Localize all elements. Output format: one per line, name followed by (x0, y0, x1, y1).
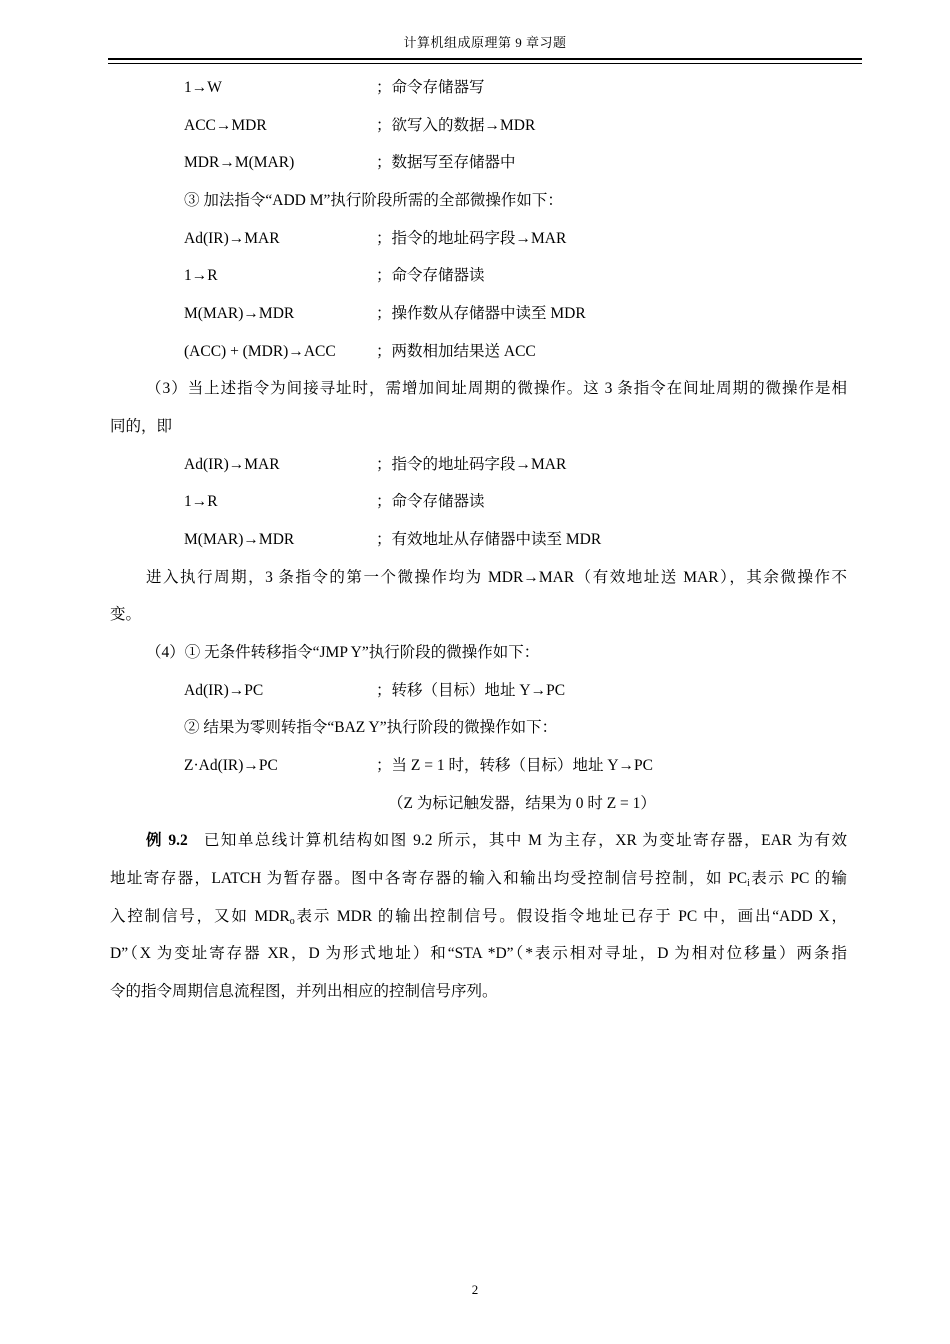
jmp-heading: （4）① 无条件转移指令“JMP Y”执行阶段的微操作如下： (146, 644, 540, 661)
example-label: 例 9.2 (146, 832, 188, 849)
micro-op-comment: ；操作数从存储器中读至 MDR (376, 305, 586, 322)
paragraph-3-line-1: （3）当上述指令为间接寻址时，需增加间址周期的微操作。这 3 条指令在间址周期的微操作是相 (146, 380, 847, 397)
micro-op-comment: ；命令存储器读 (376, 267, 485, 284)
example-text: 地址寄存器，LATCH 为暂存器。图中各寄存器的输入和输出均受控制信号控制，如 PC (110, 870, 748, 887)
micro-op-comment: ；两数相加结果送 ACC (376, 343, 536, 360)
example-text: 入控制信号，又如 MDR (110, 908, 290, 925)
micro-op: Ad(IR)→PC (184, 682, 264, 699)
header-rule-thick (108, 58, 862, 60)
page-header: 计算机组成原理第 9 章习题 (403, 35, 567, 50)
micro-op: (ACC) + (MDR)→ACC (184, 343, 336, 360)
micro-op: Z·Ad(IR)→PC (184, 757, 278, 774)
add-instruction-heading: ③ 加法指令“ADD M”执行阶段所需的全部微操作如下： (184, 192, 563, 209)
example-line-5: 令的指令周期信息流程图，并列出相应的控制信号序列。 (110, 983, 498, 1000)
micro-op-comment: ；命令存储器写 (376, 79, 485, 96)
micro-op: 1→R (184, 493, 218, 510)
micro-op: 1→R (184, 267, 218, 284)
micro-op-comment: ；指令的地址码字段→MAR (376, 456, 567, 473)
page-number: 2 (471, 1282, 479, 1297)
example-line-3 (110, 907, 847, 927)
micro-op-comment: ；有效地址从存储器中读至 MDR (376, 531, 602, 548)
micro-op-comment: ；数据写至存储器中 (376, 154, 516, 171)
paragraph-3-line-2: 同的，即 (110, 418, 173, 435)
example-line-1 (146, 831, 847, 851)
micro-op: Ad(IR)→MAR (184, 230, 280, 247)
micro-op-comment: ；欲写入的数据→MDR (376, 117, 536, 134)
micro-op-comment: ；转移（目标）地址 Y→PC (376, 682, 566, 699)
micro-op-comment: ；指令的地址码字段→MAR (376, 230, 567, 247)
example-line-2 (110, 869, 847, 889)
baz-note: （Z 为标记触发器，结果为 0 时 Z = 1） (388, 795, 656, 812)
micro-op-comment: ；当 Z = 1 时，转移（目标）地址 Y→PC (376, 757, 653, 774)
micro-op: Ad(IR)→MAR (184, 456, 280, 473)
subscript: o (289, 916, 295, 927)
micro-op: MDR→M(MAR) (184, 154, 295, 171)
micro-op: M(MAR)→MDR (184, 305, 295, 322)
micro-op: 1→W (184, 79, 222, 96)
example-text: 已知单总线计算机结构如图 9.2 所示，其中 M 为主存，XR 为变址寄存器，EAR 为有效 (203, 832, 847, 849)
exec-paragraph-line-2: 变。 (110, 606, 142, 623)
micro-op-comment: ；命令存储器读 (376, 493, 485, 510)
example-text: 表示 PC 的输 (749, 870, 847, 887)
exec-paragraph-line-1: 进入执行周期，3 条指令的第一个微操作均为 MDR→MAR（有效地址送 MAR），其余微操作不 (146, 569, 847, 586)
example-text: 表示 MDR 的输出控制信号。假设指令地址已存于 PC 中，画出“ADD X， (294, 908, 847, 925)
micro-op: M(MAR)→MDR (184, 531, 295, 548)
micro-op: ACC→MDR (184, 117, 267, 134)
baz-heading: ② 结果为零则转指令“BAZ Y”执行阶段的微操作如下： (184, 719, 558, 736)
header-rule-thin (108, 63, 862, 64)
example-line-4: D”（X 为变址寄存器 XR，D 为形式地址）和“STA *D”（*表示相对寻址，D 为相对位移量）两条指 (110, 945, 847, 962)
subscript: i (747, 878, 750, 889)
